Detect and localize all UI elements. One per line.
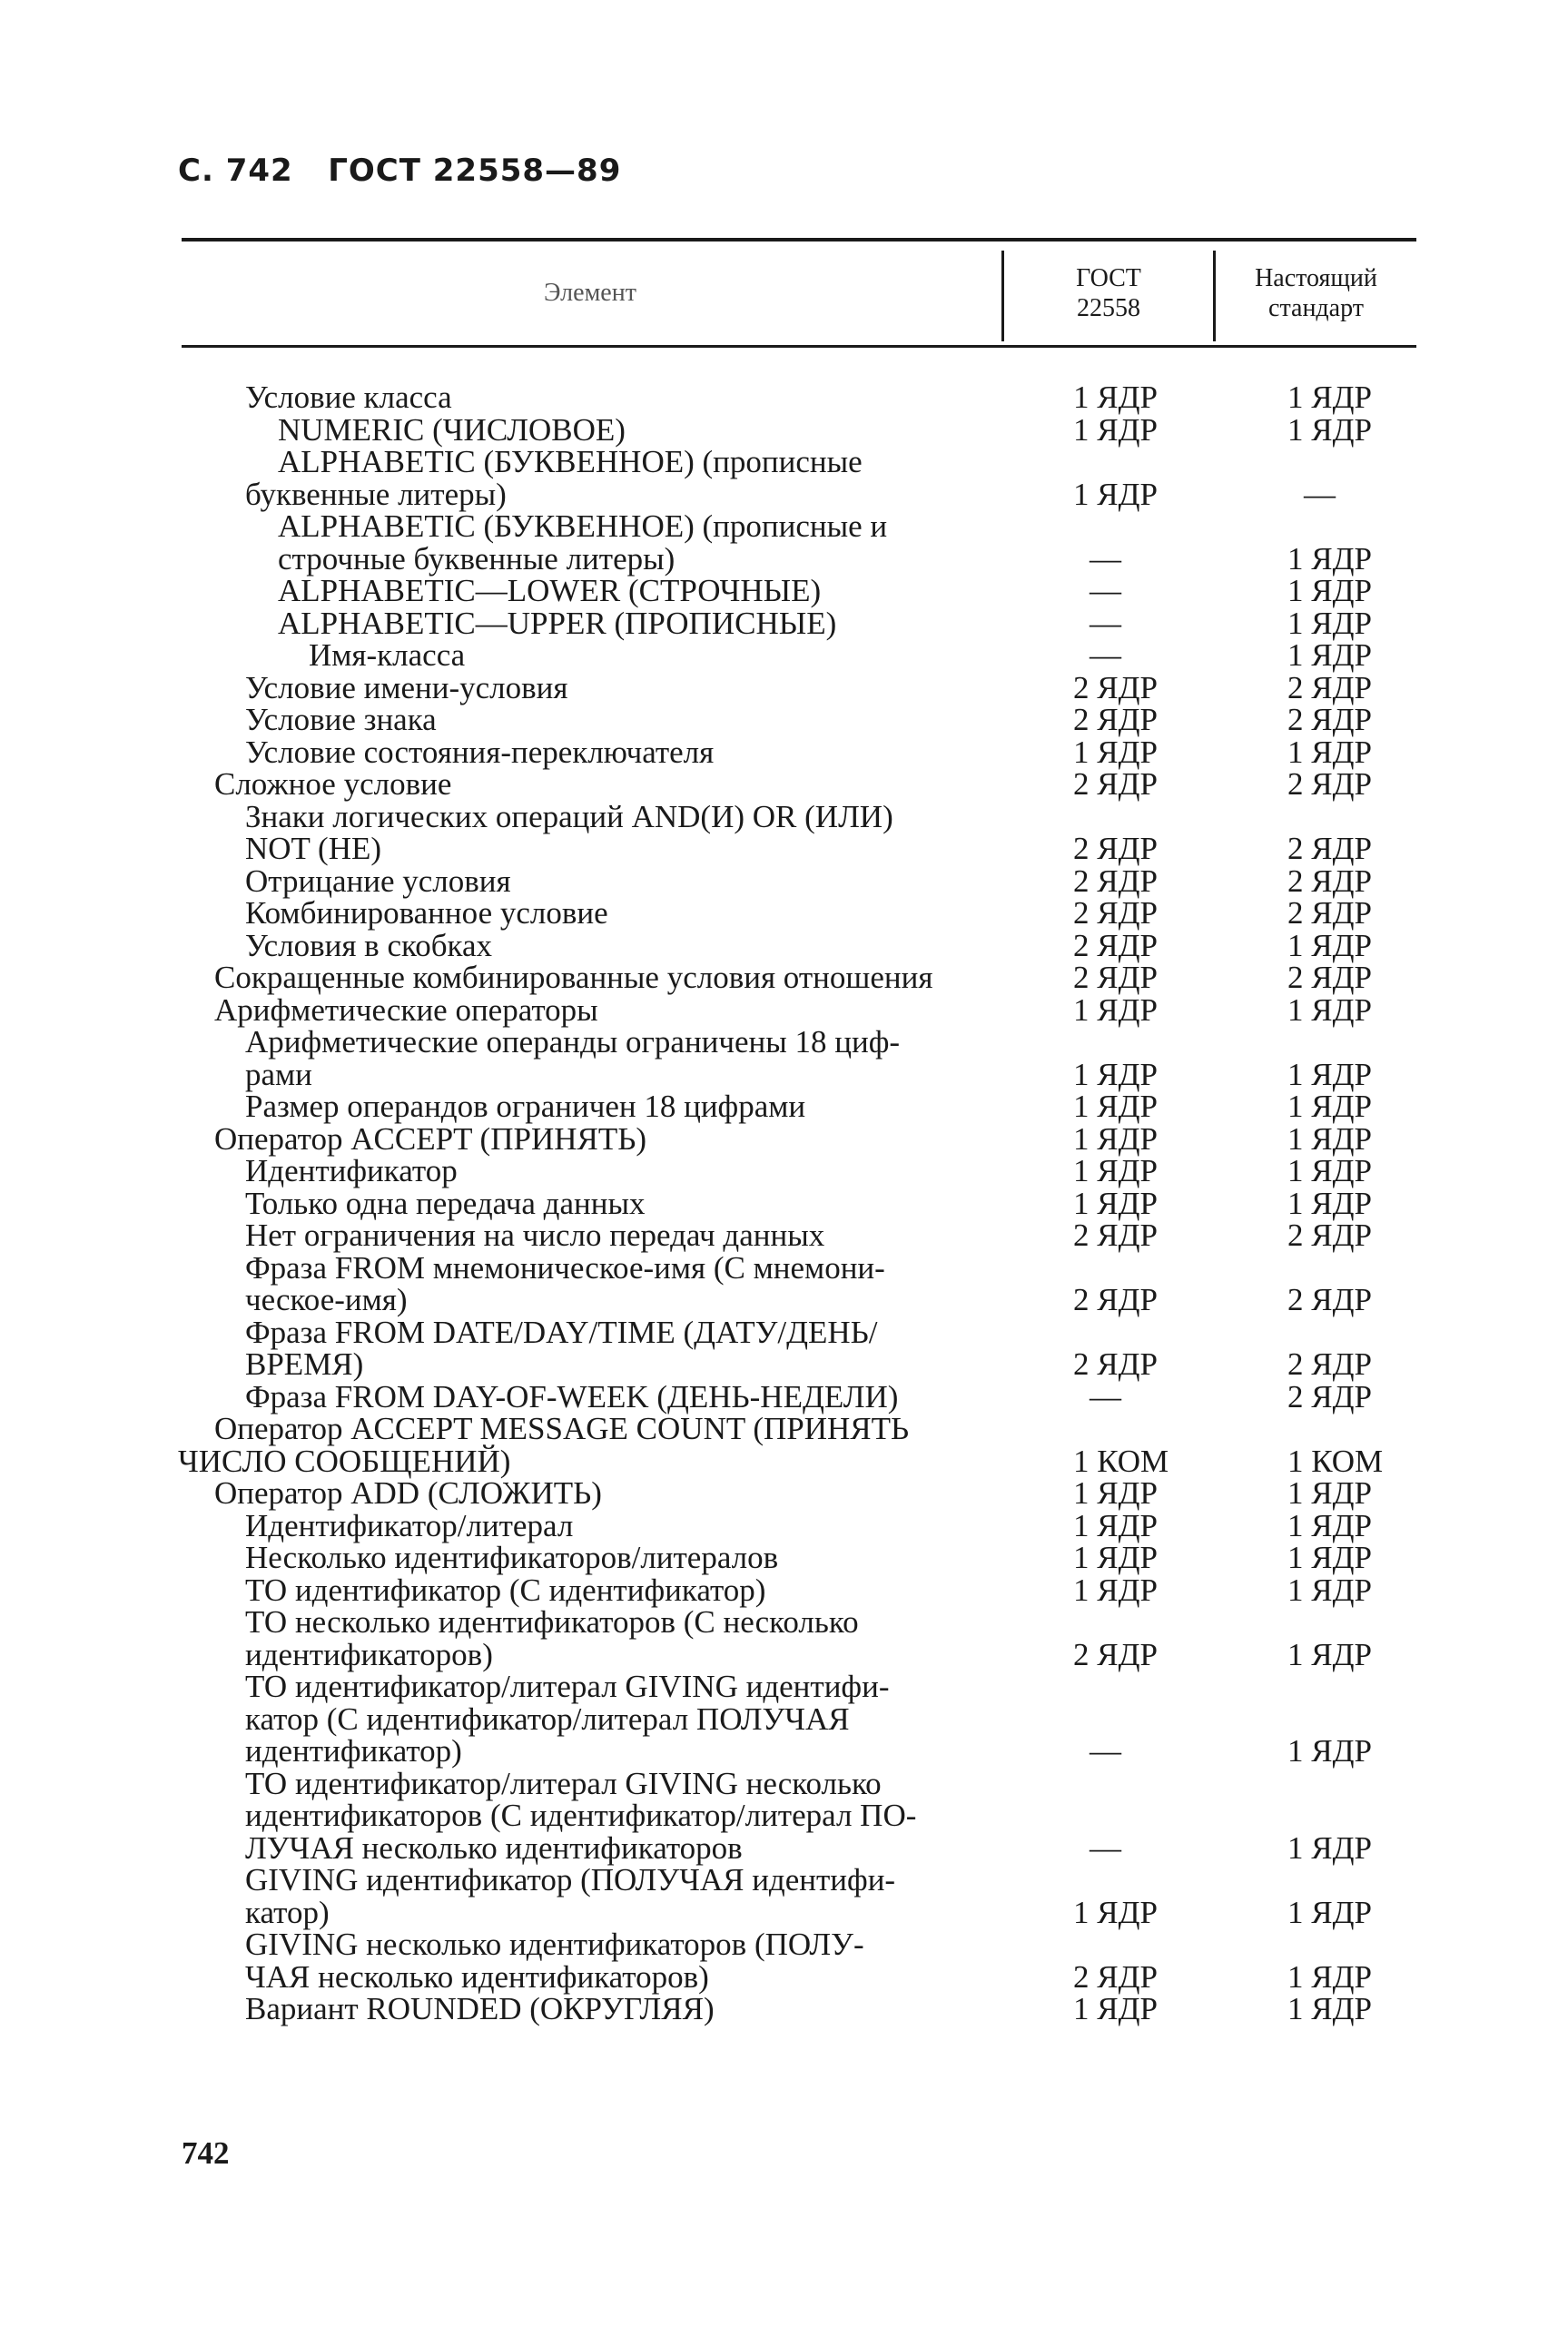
row-element-text: ALPHABETIC—LOWER (СТРОЧНЫЕ): [278, 573, 822, 608]
cell-gost-22558: 2 ЯДР: [1073, 1217, 1158, 1253]
cell-current-standard: 1 ЯДР: [1287, 1733, 1372, 1769]
cell-current-standard: 1 ЯДР: [1287, 411, 1372, 448]
row-element-text: Условие имени-условия: [245, 669, 568, 705]
cell-gost-22558: 2 ЯДР: [1073, 862, 1158, 899]
column-header-standard: Настоящий стандарт: [1255, 264, 1377, 322]
cell-current-standard: 1 ЯДР: [1287, 1475, 1372, 1511]
row-element-text: ЧАЯ несколько идентификаторов): [245, 1958, 709, 1995]
cell-gost-22558: 1 ЯДР: [1073, 411, 1158, 448]
row-element-text: ALPHABETIC—UPPER (ПРОПИСНЫЕ): [278, 605, 837, 641]
row-element-text: NUMERIC (ЧИСЛОВОЕ): [278, 411, 626, 448]
cell-gost-22558: 1 ЯДР: [1073, 1120, 1158, 1157]
page-number: 742: [182, 2135, 230, 2171]
row-element-text: Оператор ACCEPT MESSAGE COUNT (ПРИНЯТЬ: [214, 1411, 910, 1446]
cell-gost-22558: 1 ЯДР: [1073, 1572, 1158, 1608]
cell-current-standard: 1 ЯДР: [1287, 1507, 1372, 1543]
row-element-text: рами: [245, 1056, 312, 1092]
cell-current-standard: 1 ЯДР: [1287, 1829, 1372, 1866]
row-element-text: ALPHABETIC (БУКВЕННОЕ) (прописные: [278, 444, 863, 479]
cell-current-standard: 1 ЯДР: [1287, 573, 1372, 608]
cell-current-standard: —: [1304, 476, 1336, 512]
row-element-text: ТО несколько идентификаторов (С несколько: [245, 1604, 859, 1640]
row-element-text: идентификатор): [245, 1733, 462, 1769]
cell-current-standard: 1 ЯДР: [1287, 1056, 1372, 1092]
cell-current-standard: 1 КОМ: [1287, 1443, 1384, 1479]
cell-current-standard: 1 ЯДР: [1287, 1120, 1372, 1157]
row-element-text: Знаки логических операций AND(И) OR (ИЛИ): [245, 798, 893, 834]
cell-gost-22558: 1 ЯДР: [1073, 1056, 1158, 1092]
standard-designation: ГОСТ 22558—89: [328, 153, 622, 189]
cell-gost-22558: —: [1090, 540, 1121, 577]
cell-current-standard: 1 ЯДР: [1287, 1572, 1372, 1608]
row-element-text: Нет ограничения на число передач данных: [245, 1217, 825, 1253]
row-element-text: идентификаторов (С идентификатор/литерал ПО-: [245, 1798, 917, 1833]
cell-gost-22558: 1 ЯДР: [1073, 1153, 1158, 1188]
cell-gost-22558: 1 ЯДР: [1073, 476, 1158, 512]
cell-gost-22558: —: [1090, 637, 1121, 673]
row-element-text: Вариант ROUNDED (ОКРУГЛЯЯ): [245, 1991, 715, 2026]
row-element-text: ВРЕМЯ): [245, 1346, 364, 1382]
row-element-text: Идентификатор/литерал: [245, 1507, 574, 1543]
cell-gost-22558: 1 ЯДР: [1073, 1991, 1158, 2026]
cell-gost-22558: 1 ЯДР: [1073, 1185, 1158, 1221]
cell-current-standard: 1 ЯДР: [1287, 1185, 1372, 1221]
row-element-text: Фраза FROM мнемоническое-имя (С мнемони-: [245, 1249, 885, 1286]
row-element-text: ЧИСЛО СООБЩЕНИЙ): [178, 1443, 511, 1479]
cell-current-standard: 1 ЯДР: [1287, 1089, 1372, 1124]
cell-current-standard: 1 ЯДР: [1287, 540, 1372, 577]
cell-current-standard: 1 ЯДР: [1287, 1153, 1372, 1188]
cell-current-standard: 1 ЯДР: [1287, 1894, 1372, 1930]
cell-gost-22558: 1 ЯДР: [1073, 1475, 1158, 1511]
cell-gost-22558: —: [1090, 573, 1121, 608]
row-element-text: ЛУЧАЯ несколько идентификаторов: [245, 1829, 743, 1866]
cell-current-standard: 2 ЯДР: [1287, 766, 1372, 802]
row-element-text: Отрицание условия: [245, 862, 511, 899]
cell-gost-22558: 1 ЯДР: [1073, 734, 1158, 770]
row-element-text: Арифметические операнды ограничены 18 циф-: [245, 1024, 901, 1060]
column-header-gost: ГОСТ 22558: [1076, 264, 1141, 322]
cell-gost-22558: 1 ЯДР: [1073, 1894, 1158, 1930]
row-element-text: строчные буквенные литеры): [278, 540, 676, 577]
cell-current-standard: 2 ЯДР: [1287, 1378, 1372, 1414]
row-element-text: Несколько идентификаторов/литералов: [245, 1540, 779, 1575]
cell-gost-22558: 1 ЯДР: [1073, 1507, 1158, 1543]
cell-gost-22558: —: [1090, 1378, 1121, 1414]
page-reference: С. 742: [178, 153, 293, 189]
cell-current-standard: 2 ЯДР: [1287, 1217, 1372, 1253]
row-element-text: ческое-имя): [245, 1282, 408, 1317]
cell-current-standard: 2 ЯДР: [1287, 1282, 1372, 1317]
row-element-text: Оператор ADD (СЛОЖИТЬ): [214, 1475, 602, 1511]
row-element-text: Идентификатор: [245, 1153, 458, 1188]
row-element-text: GIVING идентификатор (ПОЛУЧАЯ идентифи-: [245, 1862, 896, 1898]
cell-current-standard: 1 ЯДР: [1287, 991, 1372, 1028]
row-element-text: ТО идентификатор/литерал GIVING идентифи-: [245, 1669, 890, 1704]
cell-current-standard: 1 ЯДР: [1287, 605, 1372, 641]
cell-current-standard: 2 ЯДР: [1287, 960, 1372, 995]
cell-current-standard: 1 ЯДР: [1287, 927, 1372, 963]
cell-gost-22558: 2 ЯДР: [1073, 960, 1158, 995]
cell-gost-22558: 2 ЯДР: [1073, 831, 1158, 866]
row-element-text: Размер операндов ограничен 18 цифрами: [245, 1089, 806, 1124]
cell-current-standard: 2 ЯДР: [1287, 702, 1372, 737]
cell-current-standard: 1 ЯДР: [1287, 1636, 1372, 1672]
row-element-text: Условие состояния-переключателя: [245, 734, 715, 770]
cell-current-standard: 2 ЯДР: [1287, 1346, 1372, 1382]
cell-gost-22558: 2 ЯДР: [1073, 1636, 1158, 1672]
cell-gost-22558: 2 ЯДР: [1073, 1282, 1158, 1317]
cell-gost-22558: 2 ЯДР: [1073, 1958, 1158, 1995]
cell-gost-22558: 1 ЯДР: [1073, 1540, 1158, 1575]
row-element-text: ТО идентификатор (С идентификатор): [245, 1572, 766, 1608]
cell-gost-22558: 2 ЯДР: [1073, 927, 1158, 963]
column-header-element: Элемент: [544, 279, 636, 307]
row-element-text: Имя-класса: [309, 637, 466, 673]
cell-gost-22558: —: [1090, 1829, 1121, 1866]
cell-current-standard: 1 ЯДР: [1287, 1540, 1372, 1575]
row-element-text: Условия в скобках: [245, 927, 493, 963]
row-element-text: Арифметические операторы: [214, 991, 598, 1028]
cell-gost-22558: —: [1090, 605, 1121, 641]
cell-gost-22558: —: [1090, 1733, 1121, 1769]
cell-gost-22558: 2 ЯДР: [1073, 1346, 1158, 1382]
cell-current-standard: 1 ЯДР: [1287, 637, 1372, 673]
cell-gost-22558: 1 ЯДР: [1073, 991, 1158, 1028]
row-element-text: Условие знака: [245, 702, 437, 737]
row-element-text: Сокращенные комбинированные условия отношения: [214, 960, 933, 995]
row-element-text: ALPHABETIC (БУКВЕННОЕ) (прописные и: [278, 508, 888, 544]
cell-gost-22558: 1 ЯДР: [1073, 1089, 1158, 1124]
cell-current-standard: 2 ЯДР: [1287, 831, 1372, 866]
cell-gost-22558: 1 КОМ: [1073, 1443, 1169, 1479]
row-element-text: Комбинированное условие: [245, 895, 608, 931]
cell-gost-22558: 2 ЯДР: [1073, 766, 1158, 802]
row-element-text: Сложное условие: [214, 766, 452, 802]
cell-current-standard: 2 ЯДР: [1287, 862, 1372, 899]
cell-current-standard: 1 ЯДР: [1287, 1958, 1372, 1995]
row-element-text: катор): [245, 1894, 330, 1930]
cell-gost-22558: 1 ЯДР: [1073, 380, 1158, 415]
cell-current-standard: 1 ЯДР: [1287, 1991, 1372, 2026]
cell-gost-22558: 2 ЯДР: [1073, 895, 1158, 931]
row-element-text: буквенные литеры): [245, 476, 507, 512]
row-element-text: NOT (НЕ): [245, 831, 382, 866]
cell-gost-22558: 2 ЯДР: [1073, 669, 1158, 705]
row-element-text: катор (С идентификатор/литерал ПОЛУЧАЯ: [245, 1700, 850, 1737]
cell-gost-22558: 2 ЯДР: [1073, 702, 1158, 737]
row-element-text: Оператор ACCEPT (ПРИНЯТЬ): [214, 1120, 646, 1157]
row-element-text: GIVING несколько идентификаторов (ПОЛУ-: [245, 1927, 864, 1962]
cell-current-standard: 1 ЯДР: [1287, 734, 1372, 770]
cell-current-standard: 2 ЯДР: [1287, 895, 1372, 931]
row-element-text: Фраза FROM DAY-OF-WEEK (ДЕНЬ-НЕДЕЛИ): [245, 1378, 899, 1414]
row-element-text: Условие класса: [245, 380, 452, 415]
row-element-text: Только одна передача данных: [245, 1185, 646, 1221]
row-element-text: идентификаторов): [245, 1636, 493, 1672]
cell-current-standard: 2 ЯДР: [1287, 669, 1372, 705]
cell-current-standard: 1 ЯДР: [1287, 380, 1372, 415]
row-element-text: ТО идентификатор/литерал GIVING несколько: [245, 1765, 882, 1801]
row-element-text: Фраза FROM DATE/DAY/TIME (ДАТУ/ДЕНЬ/: [245, 1314, 878, 1350]
